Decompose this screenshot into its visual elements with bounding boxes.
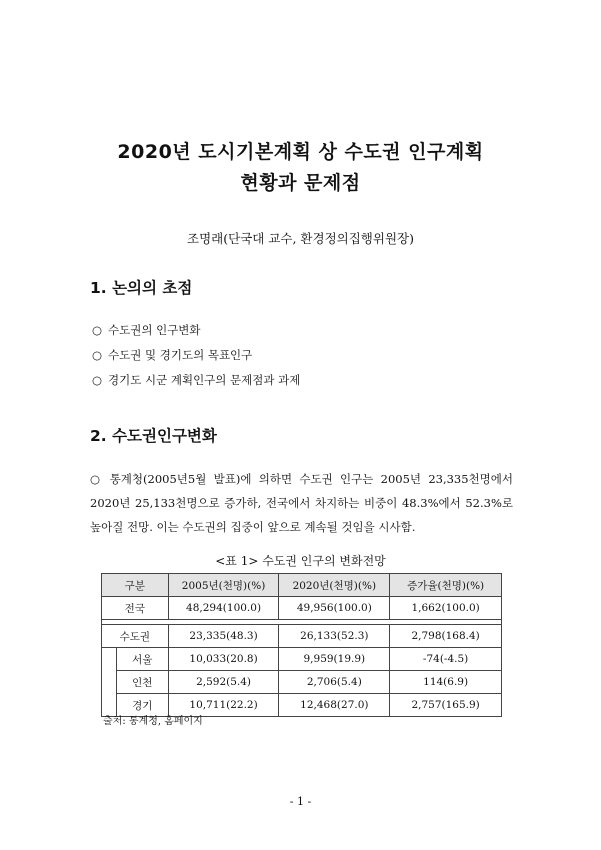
section1-heading: 1. 논의의 초점: [90, 279, 193, 297]
document-title-line1: 2020년 도시기본계획 상 수도권 인구계획: [117, 141, 484, 163]
row-label: 경기: [116, 694, 168, 717]
list-item: [92, 372, 300, 397]
circle-bullet-icon: ○: [90, 472, 104, 486]
row-label: 인천: [116, 671, 168, 694]
cell-2020: 2,706(5.4): [279, 671, 390, 694]
list-item-text: 수도권의 인구변화: [108, 323, 201, 337]
table-header-cell: 2020년(천명)(%): [279, 574, 390, 597]
list-item: [92, 322, 300, 347]
table-row: [102, 625, 502, 648]
cell-growth: 2,757(165.9): [390, 694, 502, 717]
cell-growth: 1,662(100.0): [390, 597, 502, 620]
page-number: - 1 -: [289, 795, 312, 808]
list-item: [92, 347, 300, 372]
cell-2005: 10,033(20.8): [168, 648, 279, 671]
row-label: 서울: [116, 648, 168, 671]
cell-growth: 2,798(168.4): [390, 625, 502, 648]
row-label: 전국: [102, 597, 169, 620]
cell-growth: 114(6.9): [390, 671, 502, 694]
cell-2005: 23,335(48.3): [168, 625, 279, 648]
circle-bullet-icon: ○: [92, 373, 103, 387]
population-table: [101, 573, 502, 717]
table-header-cell: 증가율(천명)(%): [390, 574, 502, 597]
cell-2020: 9,959(19.9): [279, 648, 390, 671]
table-row: [102, 648, 502, 671]
document-title-line2: 현황과 문제점: [240, 172, 361, 194]
table-row: [102, 597, 502, 620]
row-label: 수도권: [102, 625, 169, 648]
table-header-row: [102, 574, 502, 597]
cell-2005: 48,294(100.0): [168, 597, 279, 620]
circle-bullet-icon: ○: [92, 323, 103, 337]
cell-2020: 49,956(100.0): [279, 597, 390, 620]
population-paragraph: [90, 467, 513, 539]
cell-2020: 12,468(27.0): [279, 694, 390, 717]
focus-list: [92, 322, 300, 397]
cell-2005: 10,711(22.2): [168, 694, 279, 717]
table-header-cell: 구분: [102, 574, 169, 597]
table-caption: <표 1> 수도권 인구의 변화전망: [215, 554, 386, 568]
table-header-cell: 2005년(천명)(%): [168, 574, 279, 597]
section2-heading: 2. 수도권인구변화: [90, 427, 217, 445]
cell-2020: 26,133(52.3): [279, 625, 390, 648]
author-line: 조명래(단국대 교수, 환경정의집행위원장): [187, 231, 414, 246]
indent-cell: [102, 648, 117, 717]
list-item-text: 수도권 및 경기도의 목표인구: [108, 348, 253, 362]
cell-2005: 2,592(5.4): [168, 671, 279, 694]
table-source: 출처: 통계청, 홈페이지: [103, 716, 203, 727]
circle-bullet-icon: ○: [92, 348, 103, 362]
table-row: [102, 671, 502, 694]
cell-growth: -74(-4.5): [390, 648, 502, 671]
paragraph-text: 통계청(2005년5월 발표)에 의하면 수도권 인구는 2005년 23,335천명에서 2020년 25,133천명으로 증가하, 전국에서 차지하는 비중이 48.3%에서 52.3%로 높아질 전망. 이는 수도권의 집중이 앞으로 계속될 것임을 시사함.: [90, 472, 513, 534]
list-item-text: 경기도 시군 계획인구의 문제점과 과제: [108, 373, 301, 387]
